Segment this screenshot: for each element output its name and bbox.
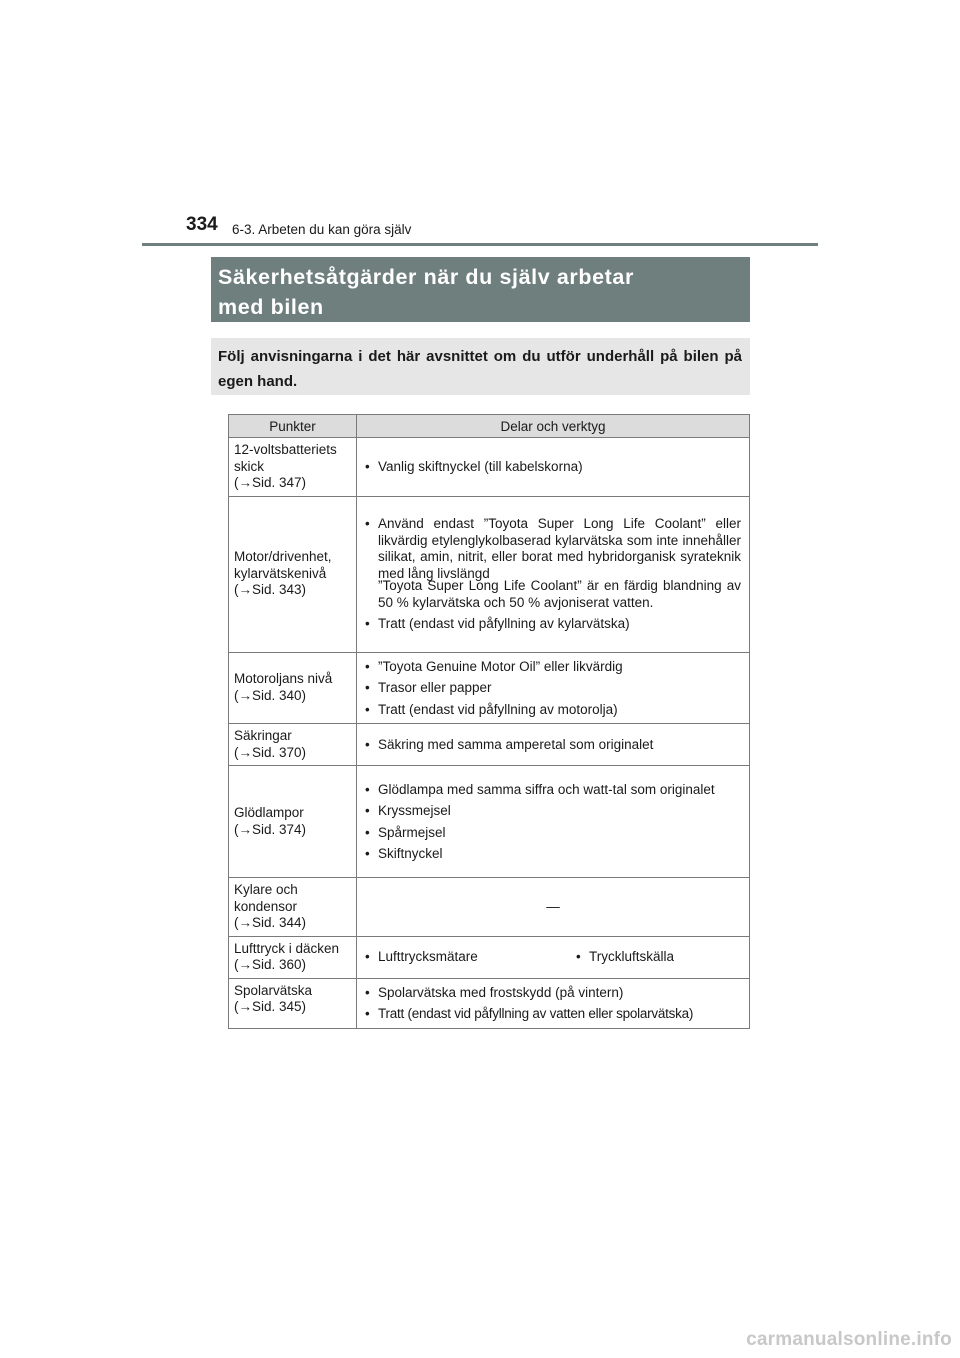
maintenance-items-table [228,414,750,1029]
table-row [229,496,750,652]
page-reference-link[interactable]: (→Sid. 360) [234,957,307,972]
item-name: kylarvätskenivå [234,565,327,581]
table-row [229,936,750,978]
list-item: • Tratt (endast vid påfyllning av vatten eller spolarvätska) [365,1006,741,1023]
tools-cell [357,438,750,497]
list-item: • Vanlig skiftnyckel (till kabelskorna) [365,459,741,476]
table-row [229,878,750,937]
list-item: • Spolarvätska med frostskydd (på vintern) [365,985,741,1002]
page-number: 334 [186,214,218,235]
tools-cell [357,724,750,766]
item-name: Motoroljans nivå [234,671,333,687]
item-cell [229,724,357,766]
list-item: • Lufttrycksmätare [365,949,576,966]
section-title-banner [211,257,750,322]
item-cell [229,438,357,497]
list-item: • Tryckluftskälla [576,949,674,966]
not-applicable-dash: — [546,898,560,914]
list-item: • ”Toyota Genuine Motor Oil” eller likvärdig [365,659,741,676]
list-item-text: Använd endast ”Toyota Super Long Life Coolant” eller likvärdig etylenglykolbaserad kylarvätska som inte innehåller silikat, amin, nitrit, eller borat med hybridorganisk syrateknik med lång livslängd [378,516,741,581]
table-row [229,766,750,878]
item-cell [229,936,357,978]
tools-cell [357,766,750,878]
list-item [365,516,741,582]
section-title-line-2: med bilen [218,295,324,319]
list-item: • Kryssmejsel [365,803,741,820]
tools-cell [357,652,750,724]
section-title-line-1: Säkerhetsåtgärder när du själv arbetar [218,265,634,289]
coolant-note: ”Toyota Super Long Life Coolant” är en färdig blandning av 50 % kylarvätska och 50 % avjoniserat vatten. [378,578,741,610]
section-heading: 6-3. Arbeten du kan göra själv [232,222,412,237]
item-name: Motor/drivenhet, [234,549,332,565]
item-name: 12-voltsbatteriets [234,442,337,457]
intro-box [211,338,750,395]
page-reference-link[interactable]: (→Sid. 344) [234,915,307,930]
page-reference-link[interactable]: (→Sid. 374) [234,821,307,837]
item-name: Säkringar [234,728,292,743]
list-item: • Tratt (endast vid påfyllning av motorolja) [365,702,741,719]
list-item: • Glödlampa med samma siffra och watt-tal som originalet [365,782,741,799]
watermark-text: carmanualsonline.info [746,1329,952,1350]
column-header-items: Punkter [229,415,357,438]
two-column-list [365,949,741,966]
table-row [229,978,750,1028]
intro-text: Följ anvisningarna i det här avsnittet om du utför underhåll på bilen på egen hand. [218,348,742,390]
page-reference-link[interactable]: (→Sid. 370) [234,744,307,760]
list-item: • Spårmejsel [365,825,741,842]
tools-cell [357,978,750,1028]
page-reference-link[interactable]: (→Sid. 347) [234,475,307,490]
item-name: kondensor [234,898,298,914]
table-header-row [229,415,750,438]
page-reference-link[interactable]: (→Sid. 340) [234,687,307,703]
item-cell [229,652,357,724]
item-name: Glödlampor [234,805,304,820]
tools-cell [357,496,750,652]
table-row [229,438,750,497]
tools-cell [357,878,750,937]
item-cell [229,978,357,1028]
list-item: • Trasor eller papper [365,680,741,697]
item-cell [229,878,357,937]
table-row [229,724,750,766]
list-item: • Skiftnyckel [365,846,741,863]
page-reference-link[interactable]: (→Sid. 343) [234,582,307,598]
list-item: • Säkring med samma amperetal som originalet [365,737,741,754]
column-header-tools: Delar och verktyg [357,415,750,438]
table-row [229,652,750,724]
item-name: Lufttryck i däcken [234,940,340,956]
item-name: skick [234,458,264,474]
list-item: • Tratt (endast vid påfyllning av kylarvätska) [365,616,741,633]
item-cell [229,496,357,652]
item-cell [229,766,357,878]
page-reference-link[interactable]: (→Sid. 345) [234,999,307,1014]
header-divider [142,243,818,246]
item-name: Spolarvätska [234,982,313,998]
tools-cell [357,936,750,978]
item-name: Kylare och [234,882,298,897]
